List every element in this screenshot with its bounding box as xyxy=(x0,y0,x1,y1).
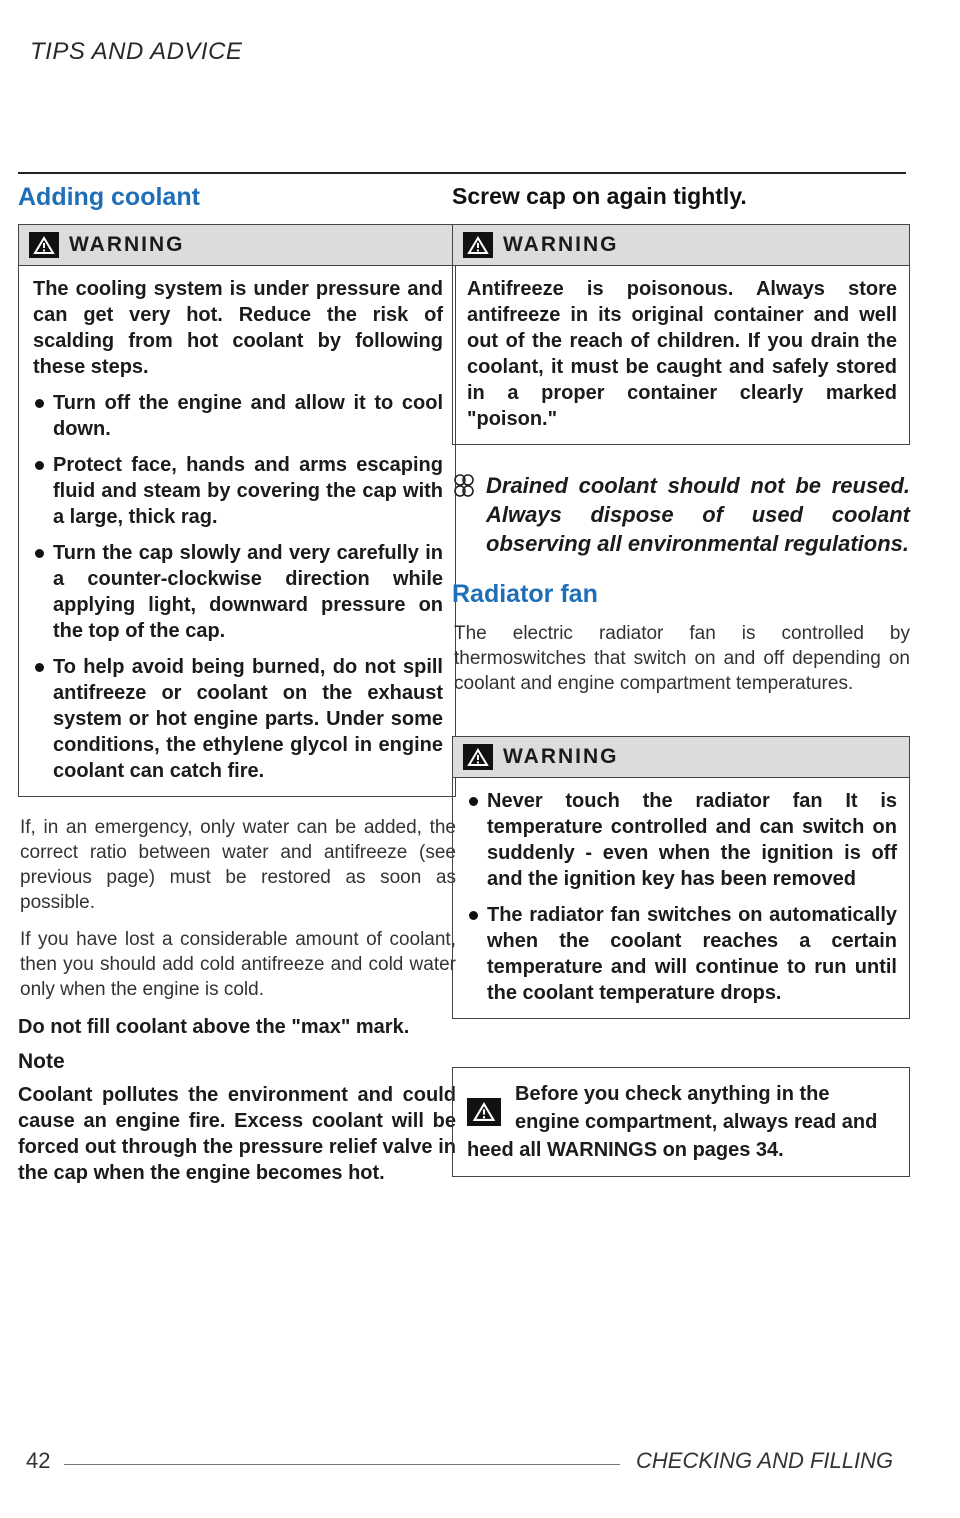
top-divider xyxy=(18,172,906,174)
warning-heading: WARNING xyxy=(69,233,185,256)
note-text: Coolant pollutes the environment and could cause an engine fire. Excess coolant will be forced out through the pressure relief valve in the cap when the engine becomes hot. xyxy=(18,1084,456,1184)
environment-note xyxy=(452,471,910,558)
warning-heading: WARNING xyxy=(503,745,619,768)
section-title-radiator-fan: Radiator fan xyxy=(452,580,598,608)
warning-triangle-icon xyxy=(463,744,493,770)
warning-bullet: To help avoid being burned, do not spill antifreeze or coolant on the exhaust system or hot engine parts. Under some conditions, the ethylene glycol in engine coolant can catch fire. xyxy=(33,654,443,784)
environment-icon xyxy=(452,471,476,558)
lost-coolant-paragraph: If you have lost a considerable amount of coolant, then you should add cold antifreeze and cold water only when the engine is cold. xyxy=(20,929,456,1000)
max-mark-instruction: Do not fill coolant above the "max" mark. xyxy=(18,1016,410,1038)
antifreeze-warning-text: Antifreeze is poisonous. Always store antifreeze in its original container and well out of the reach of children. If you drain the coolant, it must be caught and safely stored in a proper container clearly marked "poison." xyxy=(467,278,897,430)
warning-triangle-icon xyxy=(463,232,493,258)
section-title-adding-coolant: Adding coolant xyxy=(18,183,200,211)
warning-bullet: Turn the cap slowly and very carefully in a counter-clockwise direction while applying light, downward pressure on the top of the cap. xyxy=(33,540,443,644)
footer-divider xyxy=(64,1464,620,1465)
engine-compartment-warning-text: Before you check anything in the engine compartment, always read and heed all WARNINGS on pages 34. xyxy=(467,1083,878,1161)
note-label: Note xyxy=(18,1050,65,1073)
warning-bullet: Turn off the engine and allow it to cool down. xyxy=(33,390,443,442)
page-number: 42 xyxy=(26,1448,51,1473)
running-head: TIPS AND ADVICE xyxy=(30,38,243,65)
footer-section-title: CHECKING AND FILLING xyxy=(636,1448,894,1473)
warning-box-hot-coolant xyxy=(18,224,456,797)
warning-body xyxy=(453,266,909,444)
warning-box-antifreeze xyxy=(452,224,910,445)
warning-bullet: Never touch the radiator fan It is temperature controlled and can switch on suddenly - even when the ignition is off and the ignition key has been removed xyxy=(467,788,897,892)
right-column xyxy=(452,183,910,1177)
left-column xyxy=(18,183,456,1196)
warning-bullet: The radiator fan switches on automatically when the coolant reaches a certain temperature and will continue to run until the coolant temperature drops. xyxy=(467,902,897,1006)
warning-triangle-icon xyxy=(467,1098,501,1126)
environment-note-text: Drained coolant should not be reused. Always dispose of used coolant observing all environmental regulations. xyxy=(486,473,910,556)
warning-header xyxy=(453,737,909,778)
radiator-fan-paragraph: The electric radiator fan is controlled by thermoswitches that switch on and off depending on coolant and engine compartment temperatures. xyxy=(454,623,910,694)
warning-heading: WARNING xyxy=(503,233,619,256)
screw-cap-instruction: Screw cap on again tightly. xyxy=(452,183,747,209)
warning-header xyxy=(19,225,455,266)
warning-body xyxy=(453,778,909,1018)
warning-intro: The cooling system is under pressure and can get very hot. Reduce the risk of scalding from hot coolant by following these steps. xyxy=(33,278,443,378)
warning-bullet: Protect face, hands and arms escaping fluid and steam by covering the cap with a large, thick rag. xyxy=(33,452,443,530)
engine-compartment-warning xyxy=(452,1067,910,1177)
warning-box-radiator-fan xyxy=(452,736,910,1019)
warning-triangle-icon xyxy=(29,232,59,258)
warning-body xyxy=(19,266,455,796)
warning-header xyxy=(453,225,909,266)
emergency-water-paragraph: If, in an emergency, only water can be added, the correct ratio between water and antifreeze (see previous page) must be restored as soon as possible. xyxy=(20,817,456,913)
